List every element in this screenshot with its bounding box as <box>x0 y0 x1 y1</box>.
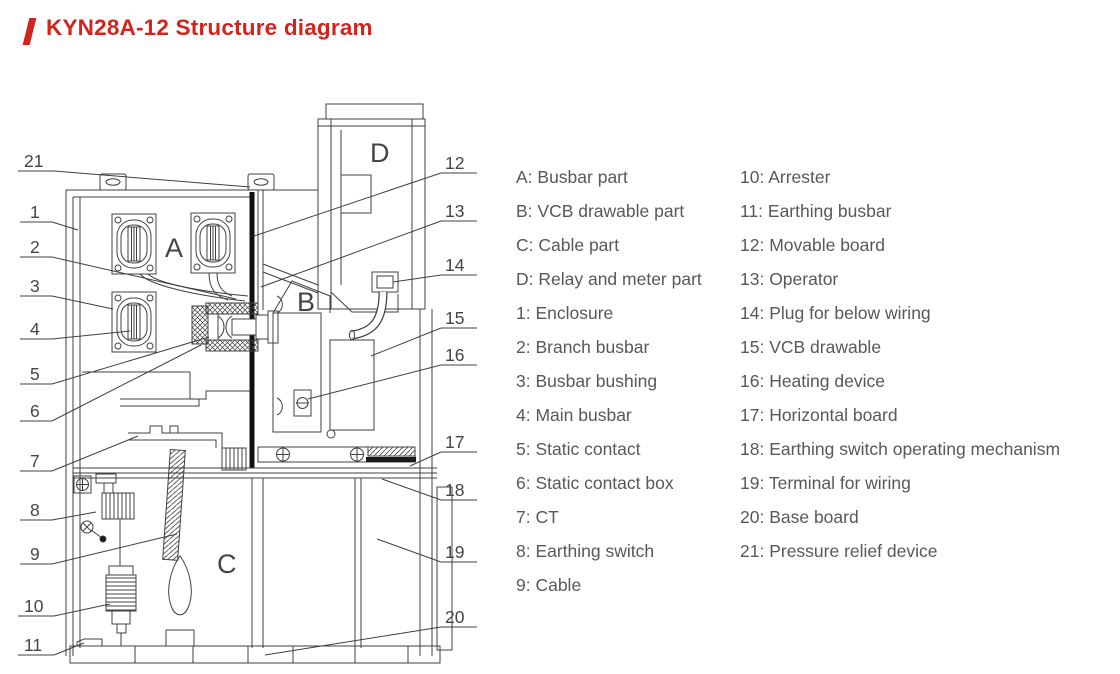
cabinet-enclosure <box>66 190 318 656</box>
legend-item: 5: Static contact <box>516 439 641 459</box>
legend-item: 13: Operator <box>740 269 839 289</box>
heating-device <box>294 390 311 416</box>
callout-label-7: 7 <box>30 451 40 471</box>
callout-label-13: 13 <box>445 201 465 221</box>
callout-label-2: 2 <box>30 237 40 257</box>
legend-item: 19: Terminal for wiring <box>740 473 911 493</box>
callout-label-10: 10 <box>24 596 44 616</box>
callout-label-4: 4 <box>30 319 40 339</box>
legend-item: 8: Earthing switch <box>516 541 655 561</box>
callout-label-17: 17 <box>445 432 465 452</box>
legend-item: 17: Horizontal board <box>740 405 898 425</box>
legend-item: 2: Branch busbar <box>516 337 650 357</box>
callout-label-18: 18 <box>445 480 465 500</box>
callout-label-20: 20 <box>445 607 465 627</box>
structure-diagram <box>0 0 500 674</box>
legend-item: 16: Heating device <box>740 371 885 391</box>
callout-label-9: 9 <box>30 544 40 564</box>
legend-item: A: Busbar part <box>516 167 628 187</box>
legend-item: 6: Static contact box <box>516 473 674 493</box>
legend-item: 3: Busbar bushing <box>516 371 658 391</box>
legend-item: 12: Movable board <box>740 235 885 255</box>
busbar-bushing-lower <box>112 292 156 352</box>
callout-label-1: 1 <box>30 202 40 222</box>
below-wiring-plug <box>349 292 383 340</box>
callout-label-21: 21 <box>24 151 44 171</box>
cable <box>163 450 194 646</box>
arrester <box>106 566 136 646</box>
legend-column-2 <box>740 160 1060 568</box>
legend-item: C: Cable part <box>516 235 620 255</box>
legend-item: D: Relay and meter part <box>516 269 702 289</box>
legend-item: 7: CT <box>516 507 559 527</box>
section-label-d: D <box>370 138 390 168</box>
section-label-c: C <box>217 549 237 579</box>
legend-item: 4: Main busbar <box>516 405 632 425</box>
callout-label-14: 14 <box>445 255 465 275</box>
page-title: KYN28A-12 Structure diagram <box>46 15 373 40</box>
earthing-busbar <box>77 639 102 646</box>
legend-column-1 <box>516 160 702 602</box>
busbar-bushing-top-left <box>112 214 156 274</box>
callout-label-11: 11 <box>24 635 43 655</box>
callouts-right <box>254 153 477 655</box>
callout-label-15: 15 <box>445 308 465 328</box>
legend-item: 1: Enclosure <box>516 303 614 323</box>
relay-meter-compartment <box>318 104 425 312</box>
legend-item: 10: Arrester <box>740 167 831 187</box>
horizontal-board <box>73 468 437 478</box>
legend-item: 21: Pressure relief device <box>740 541 938 561</box>
callout-label-3: 3 <box>30 276 40 296</box>
callout-label-16: 16 <box>445 345 465 365</box>
legend-item: 20: Base board <box>740 507 859 527</box>
callout-label-8: 8 <box>30 500 40 520</box>
legend-item: 9: Cable <box>516 575 582 595</box>
callout-label-5: 5 <box>30 364 40 384</box>
busbar-bushing-top-right <box>191 213 235 273</box>
legend-item: 11: Earthing busbar <box>740 201 892 221</box>
section-label-a: A <box>165 233 184 263</box>
static-contact-assembly <box>192 303 278 351</box>
legend-item: 18: Earthing switch operating mechanism <box>740 439 1061 459</box>
legend-item: B: VCB drawable part <box>516 201 685 221</box>
callout-label-6: 6 <box>30 401 40 421</box>
legend-item: 15: VCB drawable <box>740 337 882 357</box>
callout-label-19: 19 <box>445 542 465 562</box>
cable-compartment-panels <box>252 309 452 656</box>
current-transformer <box>82 372 250 470</box>
vcb-drawable <box>258 281 416 462</box>
earthing-switch <box>74 474 134 566</box>
legend-item: 14: Plug for below wiring <box>740 303 931 323</box>
callout-label-12: 12 <box>445 153 465 173</box>
section-label-b: B <box>297 287 316 317</box>
base-board <box>70 646 440 663</box>
